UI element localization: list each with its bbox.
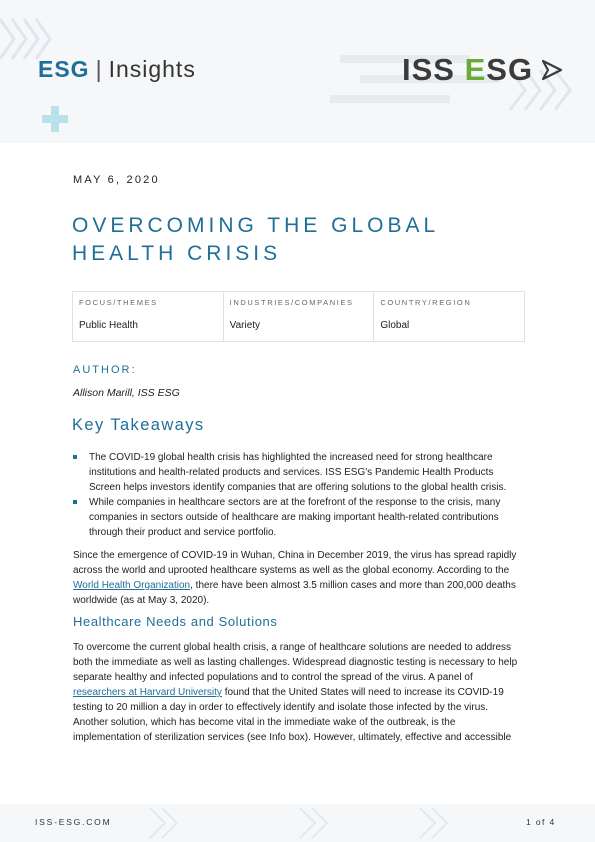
meta-industries-cell	[224, 292, 375, 341]
iss-esg-logo	[402, 52, 564, 88]
meta-table	[72, 291, 525, 342]
meta-region-cell	[374, 292, 524, 341]
meta-head: COUNTRY/REGION	[380, 298, 472, 307]
bullet-text: The COVID-19 global health crisis has highlighted the increased need for strong healthcare institutions and health-related products and services. ISS ESG's Pandemic Health Products Screen helps investors identify companies that are offering solutions to the global health crisis.	[89, 452, 507, 493]
brand-esg: ESG	[38, 56, 90, 82]
intro-text-end: , there have been almost 3.5 million cases and more than 200,000 deaths worldwide (as at May 3, 2020).	[73, 580, 516, 606]
key-takeaways-heading: Key Takeaways	[72, 416, 205, 434]
author-name: Allison Marill, ISS ESG	[73, 387, 180, 399]
list-item	[72, 450, 524, 495]
meta-head: INDUSTRIES/COMPANIES	[229, 298, 354, 307]
bullet-icon	[73, 500, 77, 504]
footer-url: ISS-ESG.COM	[35, 817, 112, 827]
meta-value: Variety	[229, 320, 261, 331]
brand-separator: |	[95, 56, 103, 82]
intro-paragraph	[73, 548, 525, 608]
brand-insights: Insights	[108, 56, 196, 82]
who-link[interactable]: World Health Organization	[73, 580, 191, 591]
plus-icon	[40, 104, 70, 134]
meta-focus-cell	[73, 292, 224, 341]
key-takeaways-list	[72, 450, 524, 540]
intro-text: Since the emergence of COVID-19 in Wuhan, China in December 2019, the virus has spread rapidly across the world and uprooted healthcare systems as well as the global economy. According to the	[73, 550, 517, 576]
author-label: AUTHOR:	[73, 364, 137, 376]
meta-value: Global	[380, 320, 410, 331]
section-paragraph	[73, 640, 525, 745]
logo-wordmark	[402, 52, 533, 88]
logo-part1: ISS	[402, 52, 465, 87]
header-band	[0, 0, 595, 143]
bullet-text: While companies in healthcare sectors are at the forefront of the response to the crisis, many companies in sectors outside of healthcare are making important health-related contributions through their product and service portfolio.	[89, 497, 501, 538]
meta-head: FOCUS/THEMES	[79, 298, 158, 307]
arrow-icon	[540, 58, 564, 82]
page-title: OVERCOMING THE GLOBAL HEALTH CRISIS	[72, 214, 439, 265]
publication-date: MAY 6, 2020	[73, 174, 160, 186]
page-number: 1 of 4	[526, 817, 556, 827]
section-heading: Healthcare Needs and Solutions	[73, 614, 278, 629]
section-text: To overcome the current global health crisis, a range of healthcare solutions are needed to address both the immediate as well as lasting challenges. Widespread diagnostic testing is necessary to help separate healthy and infected populations and to control the spread of the virus. A panel of	[73, 642, 518, 683]
meta-value: Public Health	[79, 320, 138, 331]
list-item	[72, 495, 524, 540]
logo-part2: SG	[486, 52, 534, 87]
insights-brand	[38, 56, 196, 83]
section-text-end: found that the United States will need to increase its COVID-19 testing to 20 million a day in order to effectively identify and isolate those infected by the virus. Another solution, which has become vital in the immediate wake of the outbreak, is the implementation of sterilization services (see Info box). However, ultimately, effective and accessible	[73, 687, 512, 743]
logo-accent: E	[464, 52, 487, 87]
bullet-icon	[73, 455, 77, 459]
harvard-link[interactable]: researchers at Harvard University	[73, 687, 222, 698]
